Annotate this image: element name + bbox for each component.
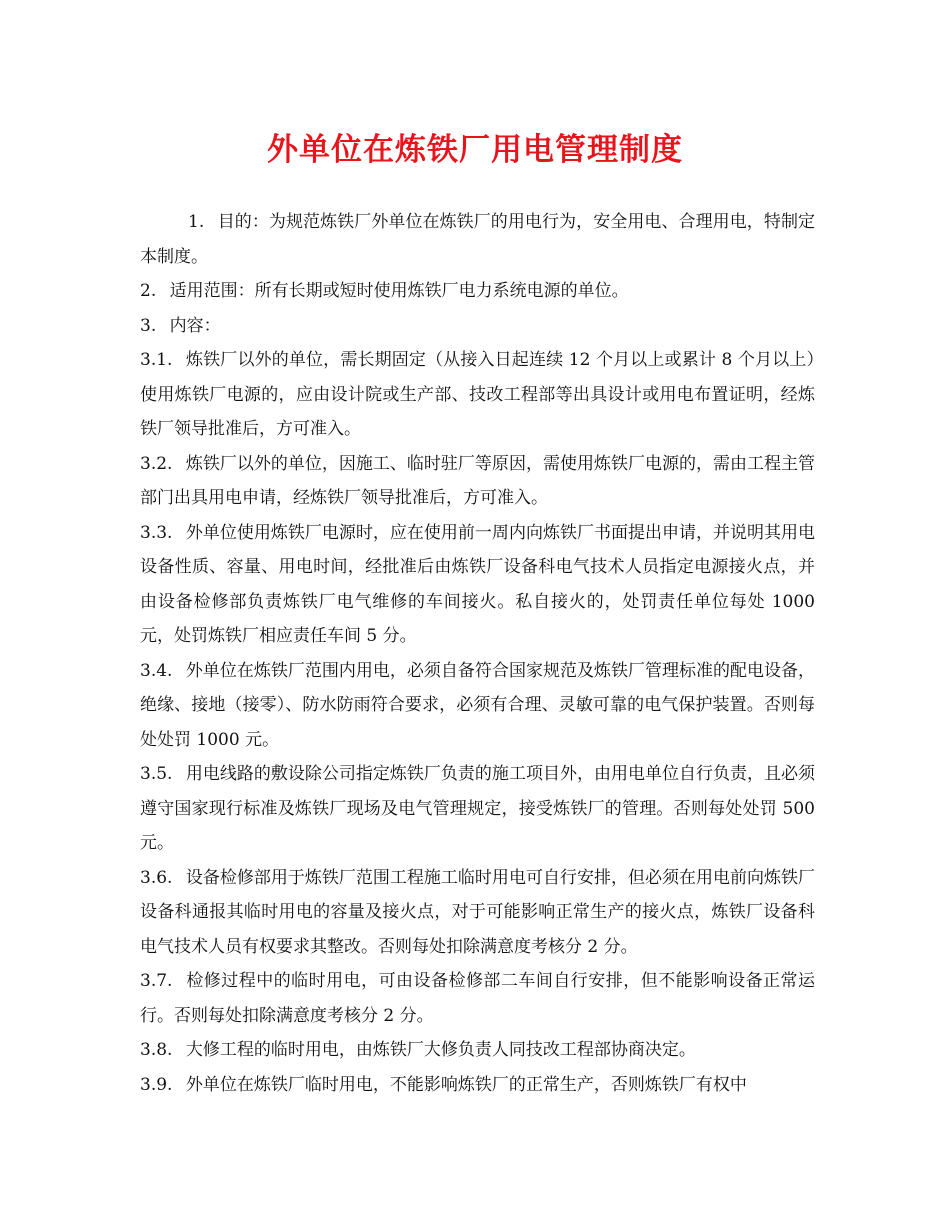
paragraph-3-7 xyxy=(140,964,815,1033)
paragraph-text: 设备检修部用于炼铁厂范围工程施工临时用电可自行安排，但必须在用电前向炼铁厂设备科通报其临时用电的容量及接火点，对于可能影响正常生产的接火点，炼铁厂设备科电气技术人员有权要求其整改。否则每处扣除满意度考核分 2 分。 xyxy=(140,867,816,957)
paragraph-text: 大修工程的临时用电，由炼铁厂大修负责人同技改工程部协商决定。 xyxy=(185,1040,696,1060)
paragraph-text: 外单位使用炼铁厂电源时，应在使用前一周内向炼铁厂书面提出申请，并说明其用电设备性质、容量、用电时间，经批准后由炼铁厂设备科电气技术人员指定电源接火点，并由设备检修部负责炼铁厂电气维修的车间接火。私自接火的，处罚责任单位每处 1000 元，处罚炼铁厂相应责任车间 5 分。 xyxy=(140,522,816,646)
paragraph-number: 3.7. xyxy=(140,971,179,991)
paragraph-number: 3. xyxy=(140,315,162,336)
paragraph-1 xyxy=(140,205,815,274)
paragraph-2 xyxy=(140,274,815,309)
paragraph-3-3 xyxy=(140,516,815,654)
paragraph-number: 2. xyxy=(140,281,162,301)
paragraph-3-8 xyxy=(140,1033,815,1068)
paragraph-3-2 xyxy=(140,447,815,516)
paragraph-number: 3.1. xyxy=(140,350,178,370)
document-title: 外单位在炼铁厂用电管理制度 xyxy=(267,132,683,168)
paragraph-number: 3.5. xyxy=(140,764,178,784)
paragraph-number: 3.3. xyxy=(140,522,178,543)
paragraph-text: 炼铁厂以外的单位，因施工、临时驻厂等原因，需使用炼铁厂电源的，需由工程主管部门出具用电申请，经炼铁厂领导批准后，方可准入。 xyxy=(140,453,816,508)
paragraph-number: 3.6. xyxy=(140,867,178,888)
document-body xyxy=(140,205,815,1102)
paragraph-number: 3.8. xyxy=(140,1040,178,1060)
paragraph-3-1 xyxy=(140,343,815,447)
paragraph-text: 目的：为规范炼铁厂外单位在炼铁厂的用电行为，安全用电、合理用电，特制定本制度。 xyxy=(140,212,816,267)
paragraph-text: 适用范围：所有长期或短时使用炼铁厂电力系统电源的单位。 xyxy=(169,281,629,301)
paragraph-text: 检修过程中的临时用电，可由设备检修部二车间自行安排，但不能影响设备正常运行。否则每处扣除满意度考核分 2 分。 xyxy=(140,971,816,1026)
paragraph-number: 3.9. xyxy=(140,1074,178,1095)
paragraph-text: 内容： xyxy=(169,315,221,336)
paragraph-text: 外单位在炼铁厂临时用电，不能影响炼铁厂的正常生产，否则炼铁厂有权中 xyxy=(185,1074,747,1095)
paragraph-text: 炼铁厂以外的单位，需长期固定（从接入日起连续 12 个月以上或累计 8 个月以上）使用炼铁厂电源的，应由设计院或生产部、技改工程部等出具设计或用电布置证明，经炼铁厂领导批准后，方可准入。 xyxy=(140,350,816,439)
paragraph-number: 3.2. xyxy=(140,453,178,474)
paragraph-text: 外单位在炼铁厂范围内用电，必须自备符合国家规范及炼铁厂管理标准的配电设备，绝缘、接地（接零）、防水防雨符合要求，必须有合理、灵敏可靠的电气保护装置。否则每处处罚 1000 元。 xyxy=(140,660,816,750)
paragraph-number: 1. xyxy=(188,212,210,232)
paragraph-3 xyxy=(140,309,815,344)
paragraph-number: 3.4. xyxy=(140,660,178,681)
paragraph-3-4 xyxy=(140,654,815,758)
paragraph-3-5 xyxy=(140,757,815,861)
paragraph-3-6 xyxy=(140,861,815,965)
paragraph-3-9 xyxy=(140,1068,815,1103)
paragraph-text: 用电线路的敷设除公司指定炼铁厂负责的施工项目外，由用电单位自行负责，且必须遵守国家现行标准及炼铁厂现场及电气管理规定，接受炼铁厂的管理。否则每处处罚 500 元。 xyxy=(140,764,816,853)
